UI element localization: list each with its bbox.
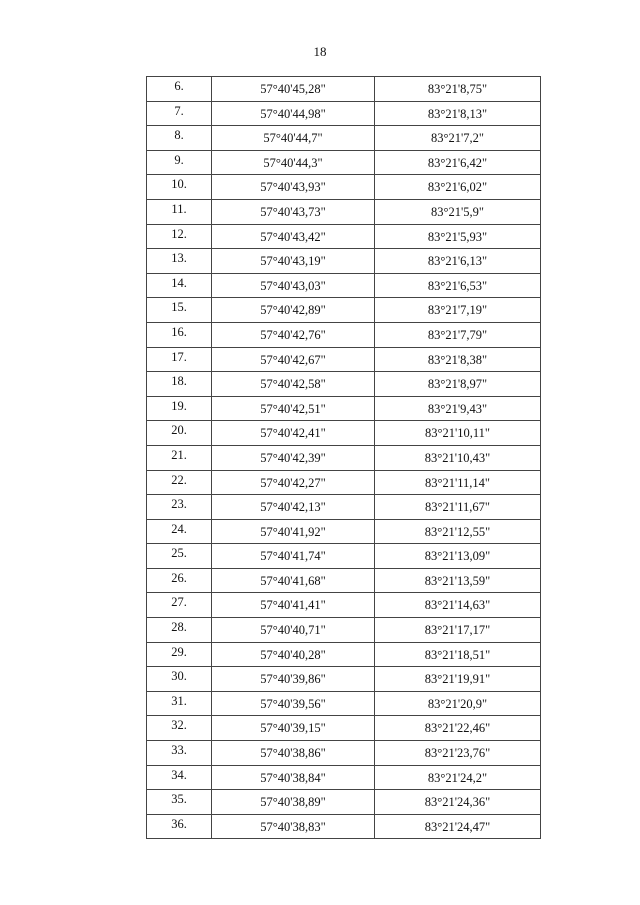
point-number-cell: [147, 544, 212, 569]
point-number-cell-text: 33.: [171, 743, 187, 758]
longitude-cell: [375, 199, 541, 224]
point-number-cell-text: 19.: [171, 398, 187, 413]
latitude-cell-text: 57°40'38,89": [260, 795, 326, 810]
table-row: [147, 126, 541, 151]
longitude-cell: [375, 667, 541, 692]
point-number-cell: [147, 298, 212, 323]
point-number-cell-text: 18.: [171, 374, 187, 389]
latitude-cell-text: 57°40'42,39": [260, 450, 326, 465]
longitude-cell-text: 83°21'12,55": [424, 524, 491, 539]
longitude-cell-text: 83°21'13,09": [424, 549, 491, 564]
point-number-cell-text: 16.: [171, 324, 187, 339]
longitude-cell-text: 83°21'20,9": [427, 696, 488, 711]
point-number-cell-text: 10.: [171, 177, 187, 192]
point-number-cell-text: 21.: [171, 447, 187, 462]
point-number-cell: [147, 593, 212, 618]
point-number-cell-text: 12.: [171, 226, 187, 241]
longitude-cell-text: 83°21'6,42": [427, 155, 488, 170]
page-number: 18: [313, 44, 327, 59]
point-number-cell: [147, 568, 212, 593]
longitude-cell: [375, 224, 541, 249]
longitude-cell-text: 83°21'11,67": [424, 500, 490, 515]
longitude-cell: [375, 273, 541, 298]
longitude-cell-text: 83°21'11,14": [424, 475, 490, 490]
point-number-cell-text: 25.: [171, 546, 187, 561]
longitude-cell: [375, 322, 541, 347]
point-number-cell-text: 32.: [171, 718, 187, 733]
latitude-cell: [212, 273, 375, 298]
latitude-cell-text: 57°40'45,28": [260, 82, 326, 96]
latitude-cell: [212, 396, 375, 421]
longitude-cell-text: 83°21'24,36": [424, 795, 491, 810]
table-row: [147, 249, 541, 274]
longitude-cell: [375, 150, 541, 175]
longitude-cell-text: 83°21'19,91": [424, 672, 491, 687]
latitude-cell-text: 57°40'42,67": [260, 352, 326, 367]
latitude-cell: [212, 618, 375, 643]
point-number-cell: [147, 741, 212, 766]
latitude-cell-text: 57°40'38,84": [260, 770, 326, 785]
longitude-cell: [375, 175, 541, 200]
latitude-cell: [212, 347, 375, 372]
longitude-cell: [375, 101, 541, 126]
latitude-cell: [212, 126, 375, 151]
latitude-cell: [212, 224, 375, 249]
point-number-cell-text: 26.: [171, 570, 187, 585]
latitude-cell: [212, 175, 375, 200]
longitude-cell-text: 83°21'5,9": [431, 204, 484, 219]
point-number-cell-text: 14.: [171, 275, 187, 290]
latitude-cell-text: 57°40'43,19": [260, 254, 326, 269]
longitude-cell-text: 83°21'24,2": [427, 770, 488, 785]
table-row: [147, 814, 541, 839]
point-number-cell-text: 22.: [171, 472, 187, 487]
point-number-cell-text: 23.: [171, 497, 187, 512]
longitude-cell-text: 83°21'17,17": [424, 623, 491, 638]
point-number-cell: [147, 126, 212, 151]
latitude-cell-text: 57°40'42,76": [260, 327, 326, 342]
point-number-cell-text: 17.: [171, 349, 187, 364]
coordinates-table-body: [147, 77, 541, 839]
point-number-cell: [147, 470, 212, 495]
latitude-cell: [212, 741, 375, 766]
longitude-cell: [375, 814, 541, 839]
latitude-cell: [212, 495, 375, 520]
longitude-cell-text: 83°21'5,93": [427, 229, 488, 244]
point-number-cell: [147, 765, 212, 790]
longitude-cell: [375, 716, 541, 741]
table-row: [147, 691, 541, 716]
point-number-cell: [147, 273, 212, 298]
latitude-cell-text: 57°40'42,58": [260, 377, 326, 392]
latitude-cell: [212, 814, 375, 839]
longitude-cell-text: 83°21'10,11": [424, 426, 490, 441]
latitude-cell: [212, 716, 375, 741]
table-row: [147, 618, 541, 643]
longitude-cell-text: 83°21'6,02": [427, 180, 488, 195]
point-number-cell-text: 11.: [171, 201, 187, 216]
longitude-cell: [375, 470, 541, 495]
longitude-cell: [375, 593, 541, 618]
table-row: [147, 372, 541, 397]
latitude-cell-text: 57°40'43,42": [260, 229, 326, 244]
table-row: [147, 642, 541, 667]
latitude-cell-text: 57°40'41,74": [260, 549, 326, 564]
point-number-cell: [147, 691, 212, 716]
latitude-cell-text: 57°40'43,93": [260, 180, 326, 195]
latitude-cell-text: 57°40'42,89": [260, 303, 326, 318]
table-row: [147, 101, 541, 126]
point-number-cell-text: 15.: [171, 300, 187, 315]
longitude-cell-text: 83°21'18,51": [424, 647, 491, 662]
longitude-cell: [375, 691, 541, 716]
longitude-cell: [375, 519, 541, 544]
longitude-cell: [375, 77, 541, 102]
latitude-cell-text: 57°40'41,92": [260, 524, 326, 539]
longitude-cell: [375, 568, 541, 593]
latitude-cell-text: 57°40'43,03": [260, 278, 326, 293]
longitude-cell: [375, 298, 541, 323]
latitude-cell: [212, 421, 375, 446]
latitude-cell: [212, 298, 375, 323]
point-number-cell: [147, 199, 212, 224]
table-row: [147, 421, 541, 446]
point-number-cell-text: 31.: [171, 693, 187, 708]
point-number-cell: [147, 814, 212, 839]
point-number-cell: [147, 642, 212, 667]
latitude-cell: [212, 77, 375, 102]
latitude-cell: [212, 249, 375, 274]
longitude-cell: [375, 790, 541, 815]
point-number-cell: [147, 716, 212, 741]
longitude-cell-text: 83°21'7,19": [427, 303, 488, 318]
longitude-cell-text: 83°21'7,2": [431, 131, 484, 146]
latitude-cell-text: 57°40'42,41": [260, 426, 326, 441]
table-row: [147, 224, 541, 249]
point-number-cell: [147, 618, 212, 643]
longitude-cell: [375, 126, 541, 151]
latitude-cell: [212, 199, 375, 224]
point-number-cell-text: 20.: [171, 423, 187, 438]
latitude-cell-text: 57°40'40,71": [260, 623, 326, 638]
point-number-cell: [147, 77, 212, 102]
latitude-cell: [212, 544, 375, 569]
latitude-cell-text: 57°40'38,86": [260, 746, 326, 761]
point-number-cell: [147, 495, 212, 520]
table-row: [147, 544, 541, 569]
coordinates-table: [146, 76, 541, 839]
point-number-cell: [147, 667, 212, 692]
point-number-cell-text: 35.: [171, 792, 187, 807]
latitude-cell-text: 57°40'39,56": [260, 696, 326, 711]
table-row: [147, 593, 541, 618]
latitude-cell-text: 57°40'42,13": [260, 500, 326, 515]
table-row: [147, 150, 541, 175]
table-row: [147, 568, 541, 593]
point-number-cell-text: 29.: [171, 644, 187, 659]
point-number-cell: [147, 421, 212, 446]
longitude-cell: [375, 249, 541, 274]
point-number-cell: [147, 790, 212, 815]
table-row: [147, 199, 541, 224]
latitude-cell-text: 57°40'38,83": [260, 819, 326, 834]
longitude-cell-text: 83°21'14,63": [424, 598, 491, 613]
point-number-cell: [147, 347, 212, 372]
longitude-cell: [375, 741, 541, 766]
table-row: [147, 77, 541, 102]
latitude-cell-text: 57°40'39,15": [260, 721, 326, 736]
longitude-cell-text: 83°21'6,53": [427, 278, 488, 293]
longitude-cell: [375, 618, 541, 643]
latitude-cell: [212, 470, 375, 495]
table-row: [147, 495, 541, 520]
table-row: [147, 470, 541, 495]
table-row: [147, 519, 541, 544]
table-row: [147, 273, 541, 298]
latitude-cell: [212, 445, 375, 470]
table-row: [147, 396, 541, 421]
latitude-cell-text: 57°40'44,98": [260, 106, 326, 121]
latitude-cell: [212, 372, 375, 397]
longitude-cell: [375, 495, 541, 520]
latitude-cell: [212, 642, 375, 667]
latitude-cell: [212, 150, 375, 175]
longitude-cell-text: 83°21'22,46": [424, 721, 491, 736]
longitude-cell: [375, 372, 541, 397]
point-number-cell-text: 28.: [171, 620, 187, 635]
table-row: [147, 298, 541, 323]
point-number-cell: [147, 372, 212, 397]
latitude-cell-text: 57°40'43,73": [260, 204, 326, 219]
point-number-cell-text: 13.: [171, 251, 187, 266]
latitude-cell: [212, 568, 375, 593]
point-number-cell-text: 6.: [174, 79, 184, 93]
longitude-cell-text: 83°21'8,38": [427, 352, 488, 367]
longitude-cell-text: 83°21'9,43": [427, 401, 488, 416]
point-number-cell-text: 8.: [174, 128, 184, 143]
table-row: [147, 445, 541, 470]
longitude-cell-text: 83°21'6,13": [427, 254, 488, 269]
latitude-cell-text: 57°40'41,68": [260, 573, 326, 588]
table-row: [147, 347, 541, 372]
longitude-cell-text: 83°21'8,75": [427, 82, 488, 96]
longitude-cell: [375, 642, 541, 667]
latitude-cell: [212, 322, 375, 347]
point-number-cell: [147, 519, 212, 544]
latitude-cell: [212, 691, 375, 716]
point-number-cell: [147, 396, 212, 421]
table-row: [147, 322, 541, 347]
latitude-cell-text: 57°40'39,86": [260, 672, 326, 687]
table-row: [147, 175, 541, 200]
longitude-cell-text: 83°21'8,13": [427, 106, 488, 121]
longitude-cell-text: 83°21'10,43": [424, 450, 491, 465]
point-number-cell: [147, 445, 212, 470]
table-row: [147, 765, 541, 790]
latitude-cell: [212, 593, 375, 618]
point-number-cell-text: 30.: [171, 669, 187, 684]
point-number-cell-text: 24.: [171, 521, 187, 536]
point-number-cell-text: 36.: [171, 816, 187, 831]
latitude-cell: [212, 765, 375, 790]
point-number-cell-text: 27.: [171, 595, 187, 610]
point-number-cell-text: 34.: [171, 767, 187, 782]
point-number-cell: [147, 101, 212, 126]
point-number-cell: [147, 150, 212, 175]
point-number-cell: [147, 175, 212, 200]
latitude-cell: [212, 667, 375, 692]
longitude-cell-text: 83°21'13,59": [424, 573, 491, 588]
latitude-cell-text: 57°40'44,7": [263, 131, 323, 146]
latitude-cell-text: 57°40'42,51": [260, 401, 326, 416]
point-number-cell-text: 9.: [174, 152, 184, 167]
table-row: [147, 741, 541, 766]
longitude-cell: [375, 396, 541, 421]
longitude-cell: [375, 765, 541, 790]
longitude-cell: [375, 445, 541, 470]
table-row: [147, 790, 541, 815]
latitude-cell: [212, 101, 375, 126]
point-number-cell-text: 7.: [174, 103, 184, 118]
longitude-cell-text: 83°21'23,76": [424, 746, 491, 761]
point-number-cell: [147, 224, 212, 249]
table-row: [147, 716, 541, 741]
longitude-cell: [375, 347, 541, 372]
point-number-cell: [147, 249, 212, 274]
latitude-cell-text: 57°40'41,41": [260, 598, 326, 613]
latitude-cell: [212, 519, 375, 544]
latitude-cell: [212, 790, 375, 815]
longitude-cell: [375, 544, 541, 569]
latitude-cell-text: 57°40'40,28": [260, 647, 326, 662]
latitude-cell-text: 57°40'42,27": [260, 475, 326, 490]
table-row: [147, 667, 541, 692]
longitude-cell: [375, 421, 541, 446]
point-number-cell: [147, 322, 212, 347]
longitude-cell-text: 83°21'7,79": [427, 327, 488, 342]
latitude-cell-text: 57°40'44,3": [263, 155, 323, 170]
longitude-cell-text: 83°21'24,47": [424, 819, 491, 834]
longitude-cell-text: 83°21'8,97": [427, 377, 488, 392]
